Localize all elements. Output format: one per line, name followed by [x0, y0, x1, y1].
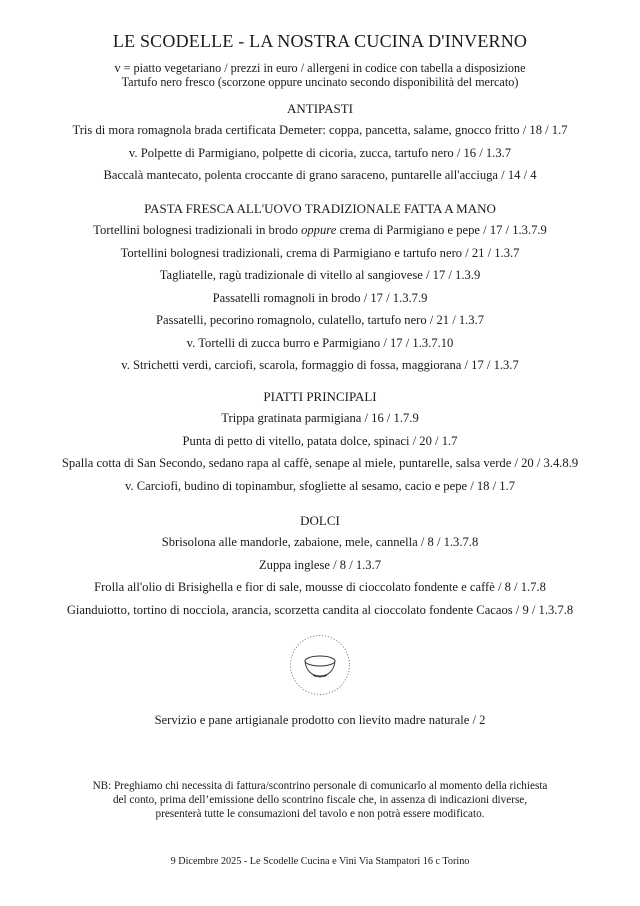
dish-item: Tagliatelle, ragù tradizionale di vitello al sangiovese / 17 / 1.3.9 [159, 268, 481, 282]
dish-text: crema di Parmigiano e pepe / 17 / 1.3.7.9 [336, 223, 547, 237]
dish-item: Baccalà mantecato, polenta croccante di grano saraceno, puntarelle all'acciuga / 14 / 4 [103, 168, 537, 182]
dish-item: Sbrisolona alle mandorle, zabaione, mele, cannella / 8 / 1.3.7.8 [161, 535, 479, 549]
dish-item: v. Tortelli di zucca burro e Parmigiano / 17 / 1.3.7.10 [186, 335, 454, 350]
section-pasta [0, 201, 640, 381]
dish-item: Trippa gratinata parmigiana / 16 / 1.7.9 [221, 411, 419, 425]
intro-truffle-note: Tartufo nero fresco (scorzone oppure uncinato secondo disponibilità del mercato) [121, 75, 519, 89]
dish-item: Tris di mora romagnola brada certificata Demeter: coppa, pancetta, salame, gnocco fritto / 18 / 1.7 [72, 123, 568, 137]
section-title-antipasti: ANTIPASTI [287, 101, 353, 116]
dish-item: Zuppa inglese / 8 / 1.3.7 [258, 557, 382, 572]
dish-item: Tortellini bolognesi tradizionali, crema di Parmigiano e tartufo nero / 21 / 1.3.7 [120, 245, 520, 260]
invoice-note [0, 780, 640, 821]
section-title-pasta: PASTA FRESCA ALL'UOVO TRADIZIONALE FATTA A MANO [144, 201, 496, 216]
dish-item: Gianduiotto, tortino di nocciola, arancia, scorzetta candita al cioccolato fondente Cacaos / 9 / 1.3.7.8 [66, 602, 574, 617]
service-line: Servizio e pane artigianale prodotto con lievito madre naturale / 2 [154, 713, 486, 727]
dish-item: v. Strichetti verdi, carciofi, scarola, formaggio di fossa, maggiorana / 17 / 1.3.7 [121, 358, 519, 372]
dish-emphasis: oppure [301, 223, 337, 237]
section-title-principali: PIATTI PRINCIPALI [263, 389, 377, 404]
bowl-body [305, 661, 335, 676]
note-line: NB: Preghiamo chi necessita di fattura/scontrino personale di comunicarlo al momento della richiesta [92, 780, 548, 792]
dish-item: Punta di petto di vitello, patata dolce, spinaci / 20 / 1.7 [182, 433, 458, 448]
note-line: del conto, prima dell’emissione dello scontrino fiscale che, in assenza di indicazioni diverse, [112, 793, 528, 806]
section-antipasti [0, 101, 640, 191]
bowl-icon [289, 634, 351, 696]
dish-item: Passatelli romagnoli in brodo / 17 / 1.3.7.9 [212, 290, 428, 305]
dish-item: v. Carciofi, budino di topinambur, sfogliette al sesamo, cacio e pepe / 18 / 1.7 [124, 478, 516, 493]
bowl-rim [305, 656, 335, 666]
footer-address: 9 Dicembre 2025 - Le Scodelle Cucina e Vini Via Stampatori 16 c Torino [170, 856, 470, 867]
dish-item: Frolla all'olio di Brisighella e fior di sale, mousse di cioccolato fondente e caffè / 8 / 1.7.8 [94, 580, 546, 594]
dish-item [0, 223, 640, 246]
section-title-dolci: DOLCI [300, 513, 340, 528]
menu-title: LE SCODELLE - LA NOSTRA CUCINA D'INVERNO [112, 31, 528, 51]
menu-intro [0, 61, 640, 89]
intro-legend: v = piatto vegetariano / prezzi in euro / allergeni in codice con tabella a disposizione [114, 61, 526, 75]
section-dolci [0, 513, 640, 625]
dish-item: Spalla cotta di San Secondo, sedano rapa al caffè, senape al miele, puntarelle, salsa verde / 20 / 3.4.8.9 [61, 456, 579, 470]
logo-dotted-ring [291, 636, 350, 695]
section-principali [0, 389, 640, 501]
dish-text: Tortellini bolognesi tradizionali in brodo [93, 223, 302, 237]
note-line: presenterà tutte le consumazioni del tavolo e non potrà essere modificato. [155, 807, 485, 820]
dish-item: Passatelli, pecorino romagnolo, culatello, tartufo nero / 21 / 1.3.7 [155, 313, 485, 327]
dish-item: v. Polpette di Parmigiano, polpette di cicoria, zucca, tartufo nero / 16 / 1.3.7 [128, 145, 512, 160]
